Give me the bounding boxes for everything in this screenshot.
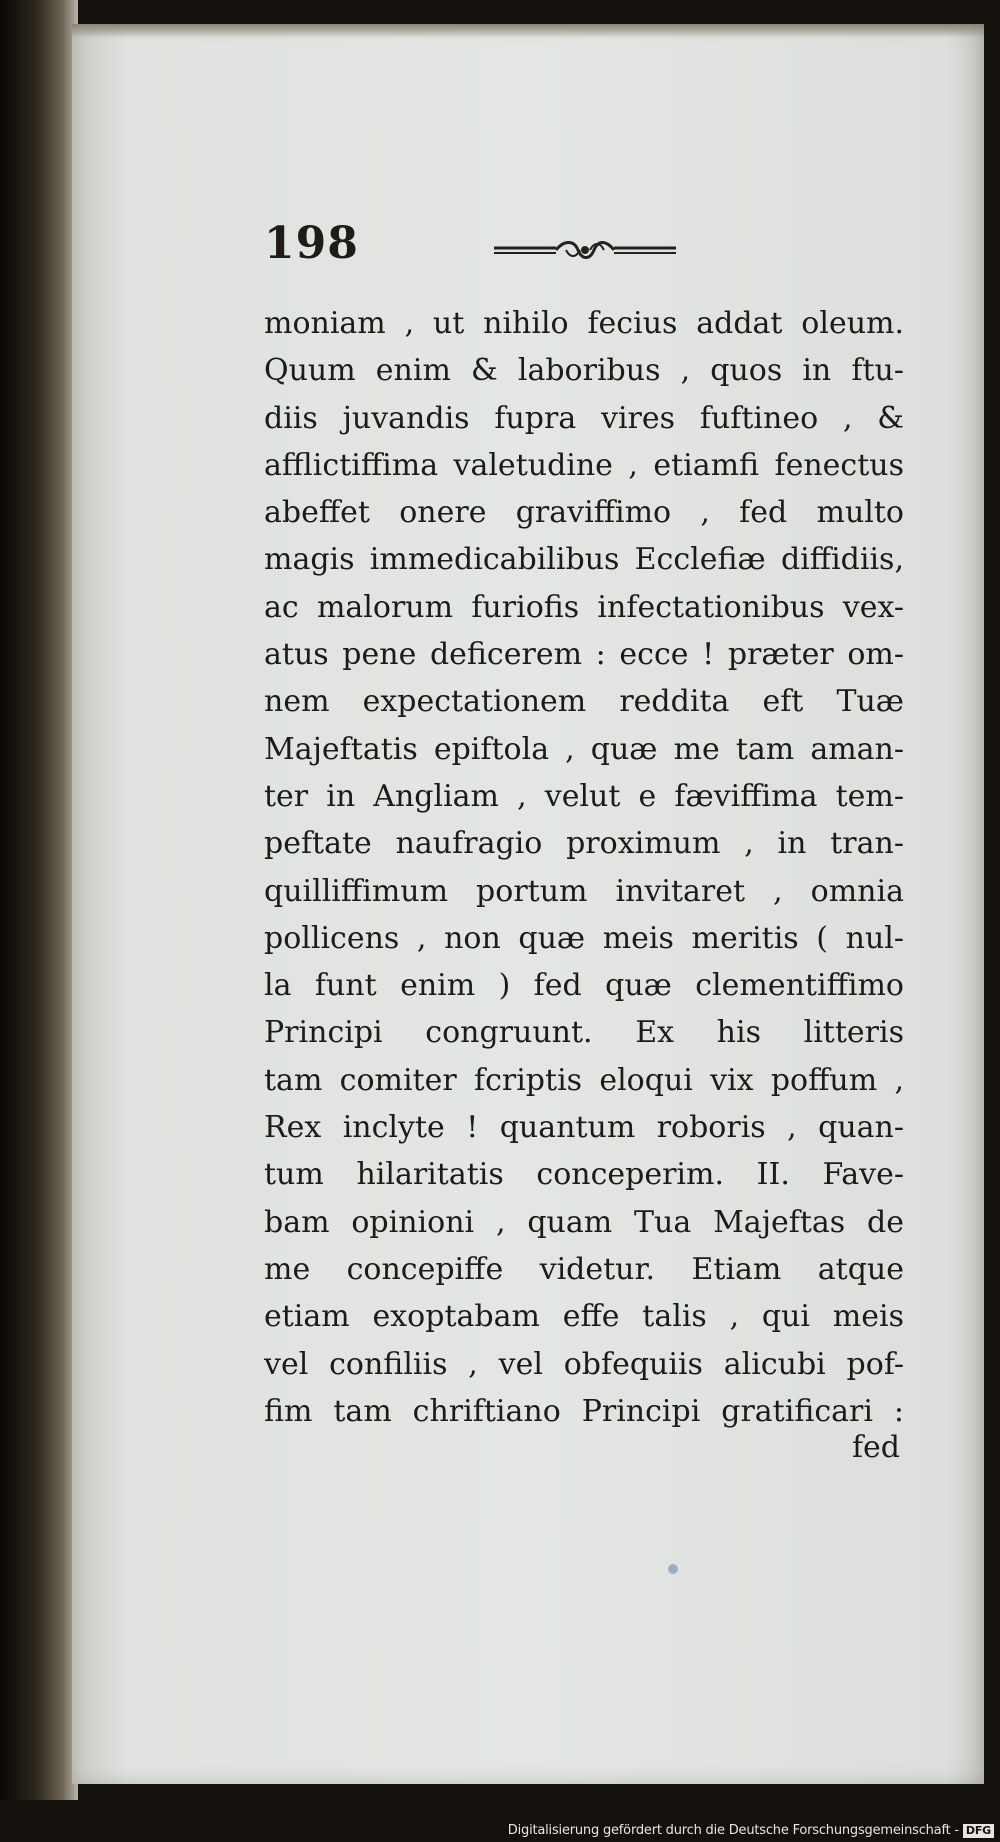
text-line: nem expectationem reddita eft Tuæ [264, 684, 904, 720]
page-number: 198 [264, 218, 359, 269]
text-line: peftate naufragio proximum , in tran- [264, 826, 904, 862]
text-line: etiam exoptabam effe talis , qui meis [264, 1299, 904, 1335]
text-line: ter in Angliam , velut e fæviffima tem- [264, 778, 904, 814]
text-line: pollicens , non quæ meis meritis ( nul- [264, 920, 904, 956]
text-line: magis immedicabilibus Ecclefiæ diffidiis, [264, 542, 904, 578]
ornament-rule-icon [494, 238, 676, 262]
text-line: ac malorum furiofis infectationibus vex- [264, 589, 904, 625]
text-line: quilliffimum portum invitaret , omnia [264, 873, 904, 909]
credit-text: Digitalisierung gefördert durch die Deutsche Forschungsgemeinschaft - [507, 1823, 959, 1838]
ink-stain [668, 1564, 678, 1574]
text-line: me concepiffe videtur. Etiam atque [264, 1251, 904, 1287]
text-line: Rex inclyte ! quantum roboris , quan- [264, 1110, 904, 1146]
digitization-credit [508, 1823, 994, 1838]
body-text [264, 300, 904, 1435]
page-header [192, 218, 932, 278]
dfg-logo-badge: DFG [963, 1824, 994, 1838]
text-line: diis juvandis fupra vires fuftineo , & [264, 400, 904, 436]
text-line: fim tam chriftiano Principi gratificari : [264, 1393, 904, 1429]
catchword: fed [851, 1430, 900, 1465]
text-line: la funt enim ) fed quæ clementiffimo [264, 968, 904, 1004]
text-line: atus pene deficerem : ecce ! præter om- [264, 637, 904, 673]
page-shadow [72, 24, 984, 38]
text-line: tam comiter fcriptis eloqui vix poffum , [264, 1062, 904, 1098]
book-spine [0, 0, 78, 1800]
text-line: afflictiffima valetudine , etiamfi fenectus [264, 447, 904, 483]
text-line: vel confiliis , vel obfequiis alicubi pof- [264, 1346, 904, 1382]
text-line: moniam , ut nihilo fecius addat oleum. [264, 306, 904, 341]
text-line: Majeftatis epiftola , quæ me tam aman- [264, 731, 904, 767]
text-line: Quum enim & laboribus , quos in ftu- [264, 353, 904, 389]
text-line: bam opinioni , quam Tua Majeftas de [264, 1204, 904, 1240]
text-line: abeffet onere graviffimo , fed multo [264, 495, 904, 531]
text-line: Principi congruunt. Ex his litteris [264, 1015, 904, 1051]
text-line: tum hilaritatis conceperim. II. Fave- [264, 1157, 904, 1193]
